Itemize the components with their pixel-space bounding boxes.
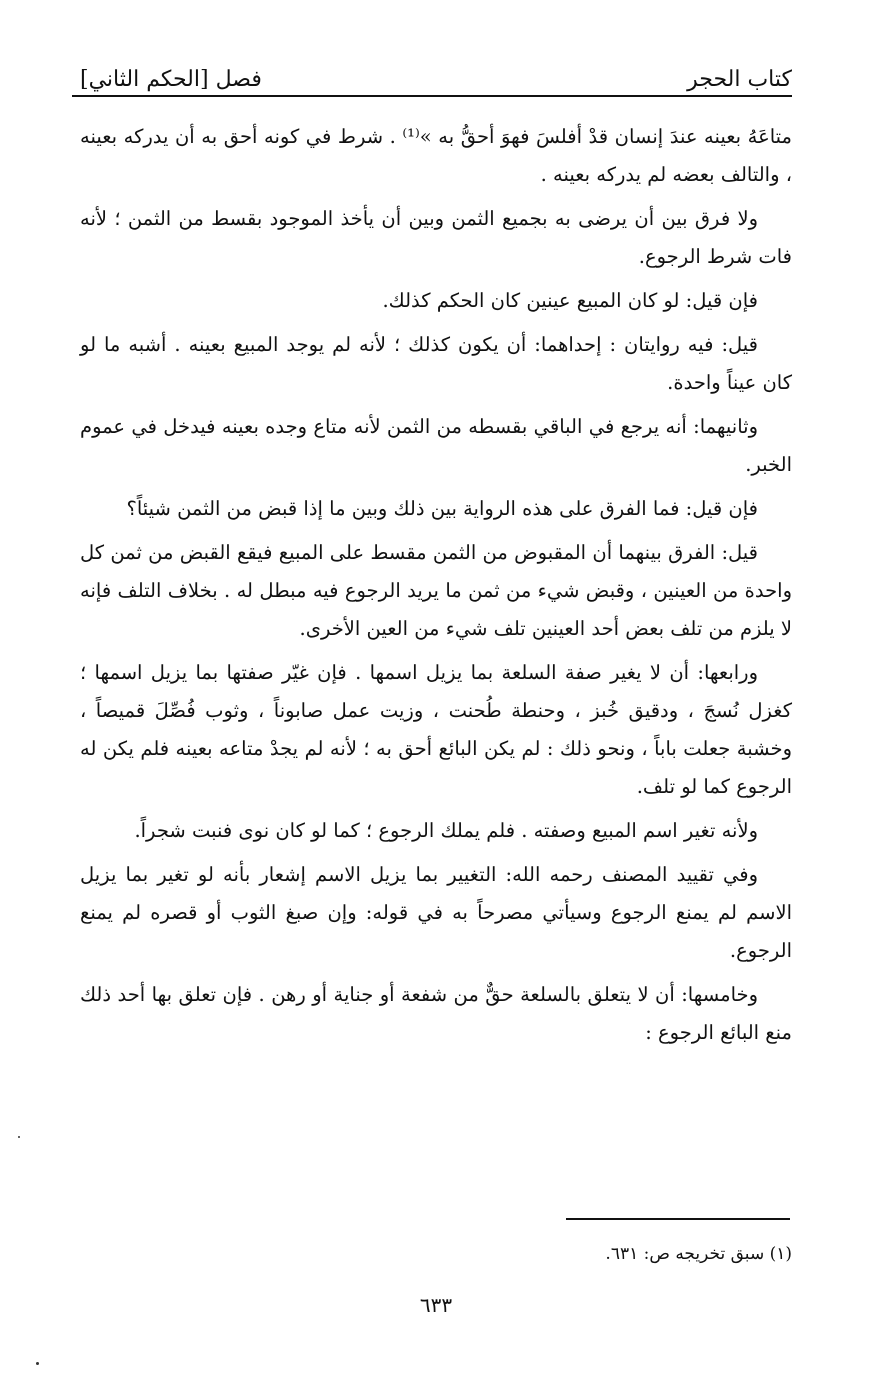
- scan-speck: [18, 1136, 20, 1138]
- paragraph: ورابعها: أن لا يغير صفة السلعة بما يزيل اسمها . فإن غيّر صفتها بما يزيل اسمها ؛ كغزل نُسجَ ، ودقيق خُبز ، وحنطة طُحنت ، وزيت عمل صابوناً ، وثوب فُصِّلَ قميصاً ، وخشبة جعلت باباً ، ونحو ذلك : لم يكن البائع أحق به ؛ لأنه لم يجدْ متاعه بعينه فلم يكن له الرجوع كما لو تلف.: [80, 661, 792, 798]
- footnote: (١) سبق تخريجه ص: ٦٣١.: [605, 1244, 792, 1264]
- footnote-rule: [566, 1218, 790, 1220]
- header-rule: [72, 95, 792, 97]
- book-title: كتاب الحجر: [687, 67, 792, 92]
- paragraph: قيل: فيه روايتان : إحداهما: أن يكون كذلك ؛ لأنه لم يوجد المبيع بعينه . أشبه ما لو كان عيناً واحدة.: [80, 333, 792, 394]
- scan-speck: [36, 1362, 39, 1365]
- section-title: فصل [الحكم الثاني]: [80, 67, 262, 92]
- paragraph: فإن قيل: لو كان المبيع عينين كان الحكم كذلك.: [382, 289, 758, 312]
- paragraph: ولا فرق بين أن يرضى به بجميع الثمن وبين أن يأخذ الموجود بقسط من الثمن ؛ لأنه فات شرط الرجوع.: [80, 207, 792, 268]
- paragraph: متاعَهُ بعينه عندَ إنسان قدْ أفلسَ فهوَ أحقُّ به »⁽¹⁾ . شرط في كونه أحق به أن يدركه بعينه ، والتالف بعضه لم يدركه بعينه .: [80, 125, 793, 186]
- paragraph: وثانيهما: أنه يرجع في الباقي بقسطه من الثمن لأنه متاع وجده بعينه فيدخل في عموم الخبر.: [80, 415, 792, 476]
- page-number: ٦٣٣: [419, 1293, 453, 1317]
- running-header: [80, 52, 792, 92]
- paragraph: وخامسها: أن لا يتعلق بالسلعة حقٌّ من شفعة أو جناية أو رهن . فإن تعلق بها أحد ذلك منع البائع الرجوع :: [80, 983, 792, 1044]
- paragraph: وفي تقييد المصنف رحمه الله: التغيير بما يزيل الاسم إشعار بأنه لو تغير بما يزيل الاسم لم يمنع الرجوع وسيأتي مصرحاً به في قوله: وإن صبغ الثوب أو قصره لم يمنع الرجوع.: [80, 863, 792, 962]
- paragraph: ولأنه تغير اسم المبيع وصفته . فلم يملك الرجوع ؛ كما لو كان نوى فنبت شجراً.: [134, 819, 758, 842]
- body-text: [80, 118, 792, 1058]
- paragraph: فإن قيل: فما الفرق على هذه الرواية بين ذلك وبين ما إذا قبض من الثمن شيئاً؟: [126, 497, 758, 520]
- paragraph: قيل: الفرق بينهما أن المقبوض من الثمن مقسط على المبيع فيقع القبض من ثمن كل واحدة من العينين ، وقبض شيء من ثمن ما يريد الرجوع فيه مبطل له . بخلاف التلف فإنه لا يلزم من تلف بعض أحد العينين تلف شيء من العين الأخرى.: [80, 541, 792, 640]
